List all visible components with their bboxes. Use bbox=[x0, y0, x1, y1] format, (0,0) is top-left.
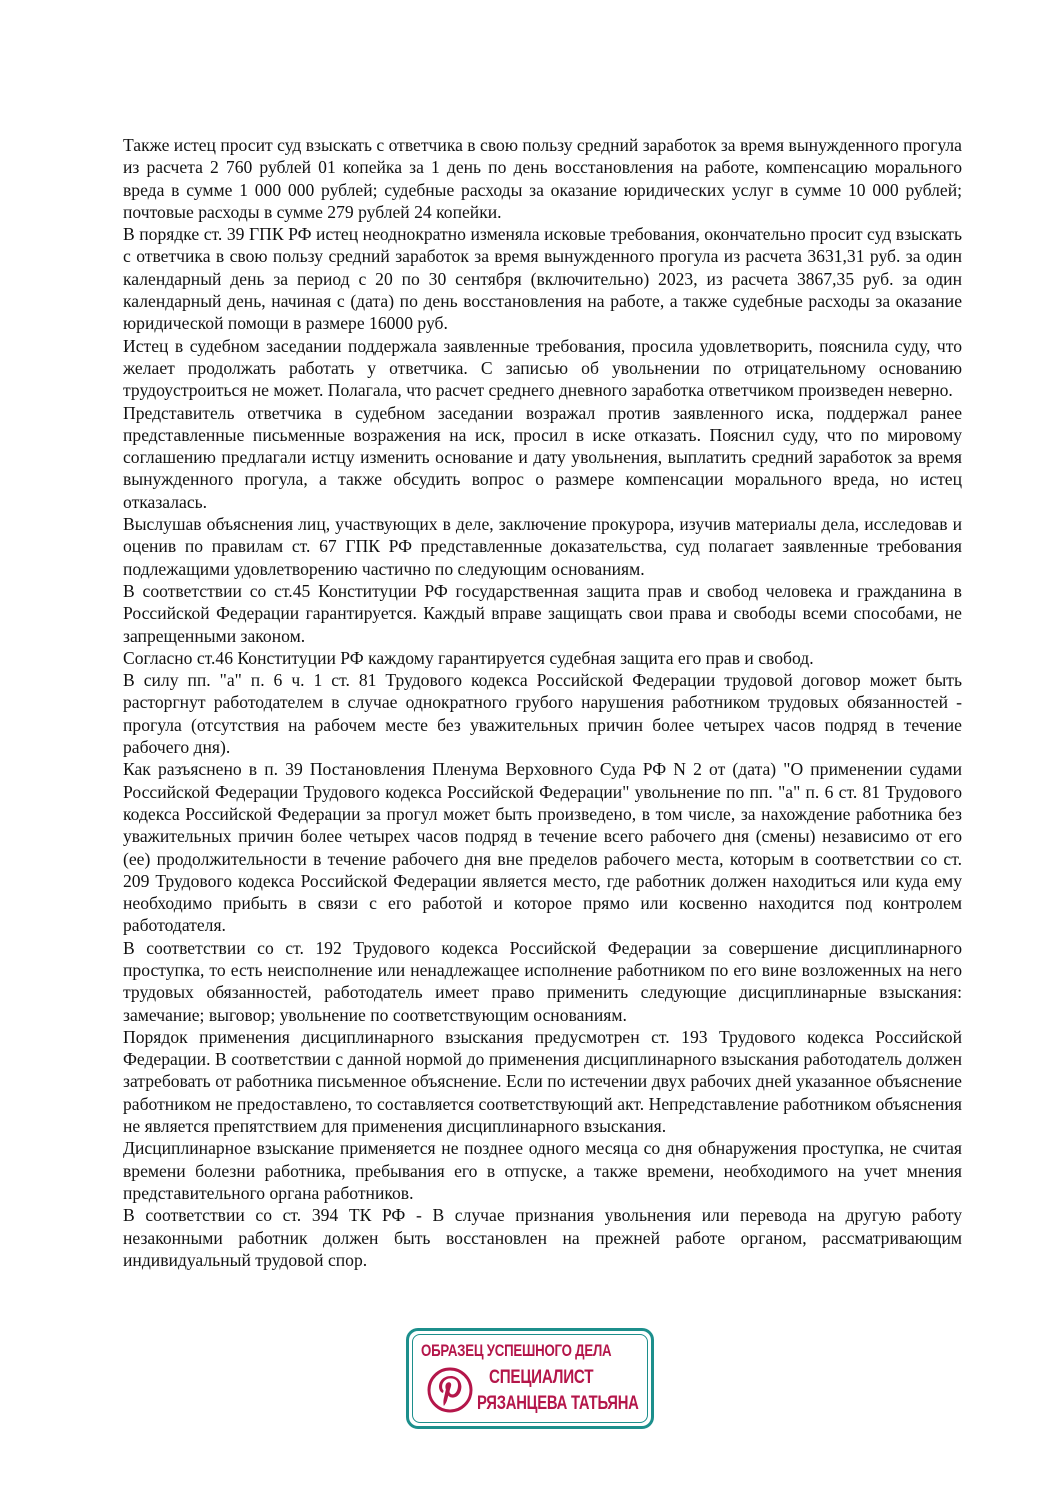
document-body bbox=[123, 134, 962, 1271]
paragraph: Истец в судебном заседании поддержала заявленные требования, просила удовлетворить, пояснила суду, что желает продолжать работать у ответчика. С записью об увольнении по отрицательному основанию трудоустроиться не может. Полагала, что расчет среднего дневного заработка ответчиком произведен неверно. bbox=[123, 335, 962, 401]
paragraph: Представитель ответчика в судебном заседании возражал против заявленного иска, поддержал ранее представленные письменные возражения на иск, просил в иске отказать. Пояснил суду, что по мировому соглашению предлагали истцу изменить основание и дату увольнения, выплатить средний заработок за время вынужденного прогула, а также обсудить вопрос о размере компенсации морального вреда, но истец отказалась. bbox=[123, 402, 962, 512]
pinterest-icon bbox=[427, 1367, 473, 1413]
paragraph: Также истец просит суд взыскать с ответчика в свою пользу средний заработок за время вынужденного прогула из расчета 2 760 рублей 01 копейка за 1 день по день восстановления на работе, компенсацию морального вреда в сумме 1 000 000 рублей; судебные расходы за оказание юридических услуг в сумме 10 000 рублей; почтовые расходы в сумме 279 рублей 24 копейки. bbox=[123, 135, 962, 222]
paragraph: Как разъяснено в п. 39 Постановления Пленума Верховного Суда РФ N 2 от (дата) "О применении судами Российской Федерации Трудового кодекса Российской Федерации" увольнение по пп. "а" п. 6 ст. 81 Трудового кодекса Российской Федерации за прогул может быть произведено, в том числе, за нахождение работника без уважительных причин более четырех часов подряд в течение всего рабочего дня (смены) независимо от его (ее) продолжительности в течение рабочего дня вне пределов рабочего места, которым в соответствии со ст. 209 Трудового кодекса Российской Федерации является место, где работник должен находиться или куда ему необходимо прибыть в связи с его работой и которое прямо или косвенно находится под контролем работодателя. bbox=[123, 759, 962, 936]
paragraph: Согласно ст.46 Конституции РФ каждому гарантируется судебная защита его прав и свобод. bbox=[123, 647, 814, 668]
paragraph: Порядок применения дисциплинарного взыскания предусмотрен ст. 193 Трудового кодекса Российской Федерации. В соответствии с данной нормой до применения дисциплинарного взыскания работодатель должен затребовать от работника письменное объяснение. Если по истечении двух рабочих дней указанное объяснение работником не предоставлено, то составляется соответствующий акт. Непредставление работником объяснения не является препятствием для применения дисциплинарного взыскания. bbox=[123, 1026, 962, 1137]
paragraph: В соответствии со ст. 192 Трудового кодекса Российской Федерации за совершение дисциплинарного проступка, то есть неисполнение или ненадлежащее исполнение работником по его вине возложенных на него трудовых обязанностей, работодатель имеет право применить следующие дисциплинарные взыскания: замечание; выговор; увольнение по соответствующим основаниям. bbox=[123, 937, 962, 1025]
paragraph: В порядке ст. 39 ГПК РФ истец неоднократно изменяла исковые требования, окончательно просит суд взыскать с ответчика в свою пользу средний заработок за время вынужденного прогула из расчета 3631,31 руб. за один календарный день за период с 20 по 30 сентября (включительно) 2023, из расчета 3867,35 руб. за один календарный день, начиная с (дата) по день восстановления на работе, а также судебные расходы за оказание юридической помощи в размере 16000 руб. bbox=[123, 224, 962, 334]
paragraph: В соответствии со ст.45 Конституции РФ государственная защита прав и свобод человека и гражданина в Российской Федерации гарантируется. Каждый вправе защищать свои права и свободы всеми способами, не запрещенными законом. bbox=[123, 580, 962, 646]
paragraph: В силу пп. "а" п. 6 ч. 1 ст. 81 Трудового кодекса Российской Федерации трудовой договор может быть расторгнут работодателем в случае однократного грубого нарушения работником трудовых обязанностей - прогула (отсутствия на рабочем месте без уважительных причин более четырех часов подряд в течение рабочего дня). bbox=[123, 670, 962, 758]
stamp-title: ОБРАЗЕЦ УСПЕШНОГО ДЕЛА bbox=[421, 1341, 612, 1360]
stamp-name: РЯЗАНЦЕВА ТАТЬЯНА bbox=[477, 1393, 639, 1414]
paragraph: В соответствии со ст. 394 ТК РФ - В случае признания увольнения или перевода на другую работу незаконными работник должен быть восстановлен на прежней работе органом, рассматривающим индивидуальный трудовой спор. bbox=[123, 1205, 962, 1270]
watermark-stamp bbox=[406, 1328, 654, 1429]
paragraph: Выслушав объяснения лиц, участвующих в деле, заключение прокурора, изучив материалы дела, исследовав и оценив по правилам ст. 67 ГПК РФ представленные доказательства, суд полагает заявленные требования подлежащими удовлетворению частично по следующим основаниям. bbox=[123, 514, 962, 579]
stamp-subtitle: СПЕЦИАЛИСТ bbox=[489, 1367, 594, 1388]
paragraph: Дисциплинарное взыскание применяется не позднее одного месяца со дня обнаружения проступка, не считая времени болезни работника, пребывания его в отпуске, а также времени, необходимого на учет мнения представительного органа работников. bbox=[123, 1138, 962, 1203]
